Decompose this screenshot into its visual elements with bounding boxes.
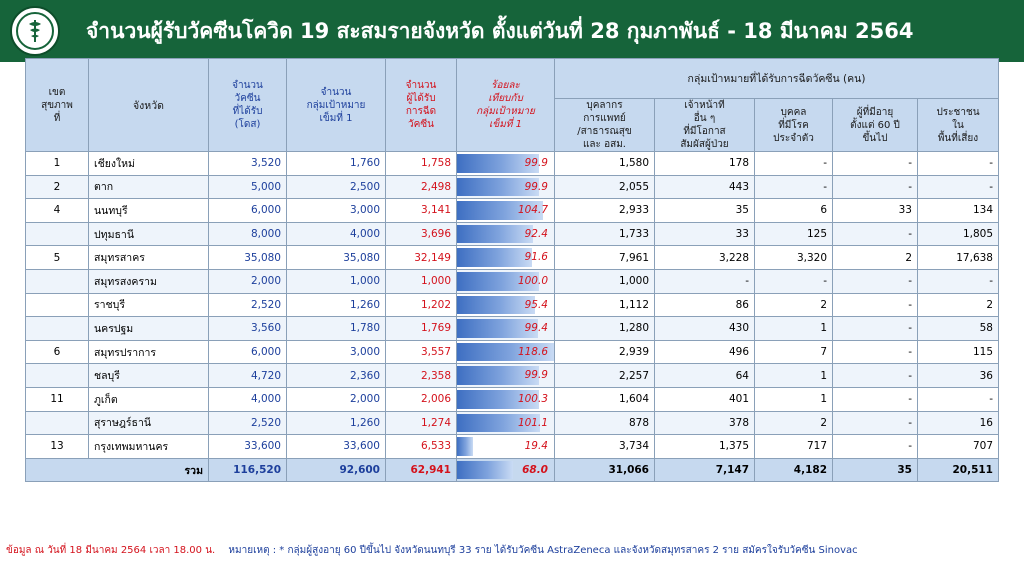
cell-public: 1,805	[918, 222, 999, 246]
cell-staff: 430	[655, 317, 755, 341]
cell-target: 92,600	[287, 458, 386, 482]
percent-value: 19.4	[524, 440, 548, 453]
cell-province: สมุทรสงคราม	[89, 269, 209, 293]
caduceus-icon	[23, 18, 47, 44]
cell-allocated: 5,000	[209, 175, 287, 199]
cell-public: -	[918, 387, 999, 411]
table-row	[26, 387, 999, 411]
cell-staff: 378	[655, 411, 755, 435]
percent-cell	[457, 364, 555, 388]
cell-region: 5	[26, 246, 89, 270]
cell-staff: 33	[655, 222, 755, 246]
cell-allocated: 4,000	[209, 387, 287, 411]
cell-public: -	[918, 269, 999, 293]
cell-vaccinated: 6,533	[386, 435, 457, 459]
vaccine-table	[25, 58, 999, 482]
cell-staff: 496	[655, 340, 755, 364]
cell-chronic: 717	[755, 435, 833, 459]
cell-staff: 178	[655, 152, 755, 176]
total-row	[26, 458, 999, 482]
cell-province: เชียงใหม่	[89, 152, 209, 176]
cell-elderly: -	[833, 222, 918, 246]
cell-target: 2,000	[287, 387, 386, 411]
cell-target: 1,260	[287, 411, 386, 435]
cell-chronic: 1	[755, 387, 833, 411]
cell-vaccinated: 1,274	[386, 411, 457, 435]
cell-region	[26, 222, 89, 246]
table-row	[26, 364, 999, 388]
cell-region: 11	[26, 387, 89, 411]
cell-target: 3,000	[287, 199, 386, 223]
cell-medical: 1,000	[555, 269, 655, 293]
cell-staff: -	[655, 269, 755, 293]
cell-target: 2,500	[287, 175, 386, 199]
cell-staff: 1,375	[655, 435, 755, 459]
table-row	[26, 340, 999, 364]
cell-public: 134	[918, 199, 999, 223]
cell-allocated: 3,560	[209, 317, 287, 341]
cell-allocated: 2,520	[209, 411, 287, 435]
cell-vaccinated: 1,202	[386, 293, 457, 317]
cell-region	[26, 317, 89, 341]
cell-public: -	[918, 175, 999, 199]
percent-value: 100.0	[517, 274, 548, 287]
cell-medical: 1,280	[555, 317, 655, 341]
percent-cell	[457, 152, 555, 176]
cell-allocated: 2,520	[209, 293, 287, 317]
header-bar	[0, 0, 1024, 62]
cell-target: 4,000	[287, 222, 386, 246]
cell-elderly: -	[833, 293, 918, 317]
cell-province: สุราษฎร์ธานี	[89, 411, 209, 435]
cell-staff: 86	[655, 293, 755, 317]
cell-staff: 35	[655, 199, 755, 223]
percent-cell	[457, 458, 555, 482]
cell-staff: 401	[655, 387, 755, 411]
cell-vaccinated: 62,941	[386, 458, 457, 482]
footer	[6, 543, 858, 558]
cell-medical: 31,066	[555, 458, 655, 482]
cell-vaccinated: 3,141	[386, 199, 457, 223]
percent-cell	[457, 387, 555, 411]
table-row	[26, 293, 999, 317]
header-public: ประชาชน ใน พื้นที่เสี่ยง	[918, 99, 999, 152]
cell-target: 35,080	[287, 246, 386, 270]
header-target-groups: กลุ่มเป้าหมายที่ได้รับการฉีดวัคซีน (คน)	[555, 59, 999, 99]
cell-region: 1	[26, 152, 89, 176]
cell-allocated: 116,520	[209, 458, 287, 482]
cell-public: 58	[918, 317, 999, 341]
cell-chronic: 1	[755, 317, 833, 341]
cell-elderly: -	[833, 435, 918, 459]
cell-elderly: -	[833, 387, 918, 411]
percent-value: 68.0	[522, 463, 548, 476]
cell-elderly: -	[833, 411, 918, 435]
cell-medical: 3,734	[555, 435, 655, 459]
cell-staff: 443	[655, 175, 755, 199]
cell-staff: 7,147	[655, 458, 755, 482]
cell-elderly: 33	[833, 199, 918, 223]
percent-value: 104.7	[517, 204, 548, 217]
table-row	[26, 246, 999, 270]
header-vaccinated: จำนวน ผู้ได้รับ การฉีด วัคซีน	[386, 59, 457, 152]
header-staff: เจ้าหน้าที่ อื่น ๆ ที่มีโอกาส สัมผัสผู้ป่วย	[655, 99, 755, 152]
header-elderly: ผู้ที่มีอายุ ตั้งแต่ 60 ปี ขึ้นไป	[833, 99, 918, 152]
percent-value: 99.9	[524, 369, 548, 382]
cell-allocated: 33,600	[209, 435, 287, 459]
cell-region: 6	[26, 340, 89, 364]
cell-province: นครปฐม	[89, 317, 209, 341]
cell-chronic: 7	[755, 340, 833, 364]
cell-province: ชลบุรี	[89, 364, 209, 388]
cell-target: 1,760	[287, 152, 386, 176]
cell-chronic: -	[755, 152, 833, 176]
table-row	[26, 269, 999, 293]
ministry-logo-icon	[10, 6, 60, 56]
total-label: รวม	[26, 458, 209, 482]
cell-province: ราชบุรี	[89, 293, 209, 317]
cell-vaccinated: 2,006	[386, 387, 457, 411]
cell-vaccinated: 2,358	[386, 364, 457, 388]
percent-cell	[457, 175, 555, 199]
percent-value: 91.6	[524, 251, 548, 264]
cell-chronic: 6	[755, 199, 833, 223]
cell-vaccinated: 3,696	[386, 222, 457, 246]
cell-public: 115	[918, 340, 999, 364]
percent-cell	[457, 435, 555, 459]
cell-target: 1,000	[287, 269, 386, 293]
cell-public: 707	[918, 435, 999, 459]
cell-region	[26, 364, 89, 388]
cell-elderly: -	[833, 364, 918, 388]
cell-allocated: 3,520	[209, 152, 287, 176]
table-row	[26, 199, 999, 223]
header-allocated: จำนวน วัคซีน ที่ได้รับ (โดส)	[209, 59, 287, 152]
cell-region	[26, 293, 89, 317]
percent-value: 99.4	[524, 322, 548, 335]
cell-vaccinated: 3,557	[386, 340, 457, 364]
data-source-note: ข้อมูล ณ วันที่ 18 มีนาคม 2564 เวลา 18.00 น.	[6, 545, 216, 556]
cell-elderly: -	[833, 152, 918, 176]
cell-elderly: -	[833, 317, 918, 341]
cell-medical: 1,733	[555, 222, 655, 246]
percent-value: 95.4	[524, 298, 548, 311]
cell-chronic: 4,182	[755, 458, 833, 482]
header-region: เขต สุขภาพ ที่	[26, 59, 89, 152]
cell-medical: 878	[555, 411, 655, 435]
cell-target: 33,600	[287, 435, 386, 459]
cell-medical: 2,933	[555, 199, 655, 223]
cell-medical: 1,580	[555, 152, 655, 176]
cell-allocated: 4,720	[209, 364, 287, 388]
cell-province: ปทุมธานี	[89, 222, 209, 246]
percent-cell	[457, 246, 555, 270]
cell-region: 4	[26, 199, 89, 223]
cell-elderly: -	[833, 269, 918, 293]
cell-region: 13	[26, 435, 89, 459]
cell-allocated: 35,080	[209, 246, 287, 270]
cell-public: 17,638	[918, 246, 999, 270]
cell-chronic: 3,320	[755, 246, 833, 270]
cell-chronic: 1	[755, 364, 833, 388]
cell-public: 16	[918, 411, 999, 435]
cell-chronic: 2	[755, 293, 833, 317]
table-row	[26, 175, 999, 199]
table-row	[26, 222, 999, 246]
percent-value: 118.6	[517, 345, 548, 358]
cell-chronic: -	[755, 269, 833, 293]
percent-value: 92.4	[524, 227, 548, 240]
page-title: จำนวนผู้รับวัคซีนโควิด 19 สะสมรายจังหวัด ตั้งแต่วันที่ 28 กุมภาพันธ์ - 18 มีนาคม 2564	[86, 19, 914, 43]
cell-allocated: 6,000	[209, 340, 287, 364]
percent-value: 101.1	[517, 416, 548, 429]
cell-vaccinated: 32,149	[386, 246, 457, 270]
header-target: จำนวน กลุ่มเป้าหมาย เข็มที่ 1	[287, 59, 386, 152]
cell-vaccinated: 1,769	[386, 317, 457, 341]
cell-medical: 7,961	[555, 246, 655, 270]
cell-medical: 1,604	[555, 387, 655, 411]
cell-chronic: -	[755, 175, 833, 199]
cell-public: 2	[918, 293, 999, 317]
percent-cell	[457, 199, 555, 223]
table-row	[26, 411, 999, 435]
cell-region	[26, 411, 89, 435]
cell-region: 2	[26, 175, 89, 199]
cell-province: ตาก	[89, 175, 209, 199]
cell-province: สมุทรปราการ	[89, 340, 209, 364]
cell-public: 36	[918, 364, 999, 388]
percent-cell	[457, 269, 555, 293]
cell-allocated: 2,000	[209, 269, 287, 293]
cell-allocated: 6,000	[209, 199, 287, 223]
percent-cell	[457, 293, 555, 317]
header-province: จังหวัด	[89, 59, 209, 152]
percent-value: 99.9	[524, 157, 548, 169]
cell-medical: 1,112	[555, 293, 655, 317]
cell-target: 1,260	[287, 293, 386, 317]
percent-value: 100.3	[517, 392, 548, 405]
percent-cell	[457, 340, 555, 364]
header-medical: บุคลากร การแพทย์ /สาธารณสุข และ อสม.	[555, 99, 655, 152]
header-chronic: บุคคล ที่มีโรค ประจำตัว	[755, 99, 833, 152]
percent-value: 99.9	[524, 180, 548, 193]
cell-target: 1,780	[287, 317, 386, 341]
cell-elderly: -	[833, 175, 918, 199]
cell-elderly: 35	[833, 458, 918, 482]
table-body	[26, 152, 999, 482]
remark-note: หมายเหตุ : * กลุ่มผู้สูงอายุ 60 ปีขึ้นไป จังหวัดนนทบุรี 33 ราย ได้รับวัคซีน AstraZeneca และจังหวัดสมุทรสาคร 2 ราย สมัครใจรับวัคซีน Sinovac	[228, 545, 858, 556]
cell-target: 2,360	[287, 364, 386, 388]
percent-cell	[457, 317, 555, 341]
table-row	[26, 435, 999, 459]
header-percent: ร้อยละ เทียบกับ กลุ่มเป้าหมาย เข็มที่ 1	[457, 59, 555, 152]
cell-province: ภูเก็ต	[89, 387, 209, 411]
cell-public: -	[918, 152, 999, 176]
cell-staff: 64	[655, 364, 755, 388]
cell-vaccinated: 1,758	[386, 152, 457, 176]
cell-province: สมุทรสาคร	[89, 246, 209, 270]
percent-cell	[457, 411, 555, 435]
cell-allocated: 8,000	[209, 222, 287, 246]
cell-vaccinated: 1,000	[386, 269, 457, 293]
cell-medical: 2,939	[555, 340, 655, 364]
cell-elderly: -	[833, 340, 918, 364]
table-row	[26, 317, 999, 341]
table-row	[26, 152, 999, 176]
cell-province: กรุงเทพมหานคร	[89, 435, 209, 459]
cell-medical: 2,055	[555, 175, 655, 199]
cell-target: 3,000	[287, 340, 386, 364]
cell-chronic: 2	[755, 411, 833, 435]
logo-inner-ring	[16, 12, 54, 50]
cell-region	[26, 269, 89, 293]
cell-elderly: 2	[833, 246, 918, 270]
cell-chronic: 125	[755, 222, 833, 246]
cell-vaccinated: 2,498	[386, 175, 457, 199]
cell-medical: 2,257	[555, 364, 655, 388]
cell-public: 20,511	[918, 458, 999, 482]
percent-cell	[457, 222, 555, 246]
cell-province: นนทบุรี	[89, 199, 209, 223]
vaccine-table-wrap	[25, 58, 998, 482]
cell-staff: 3,228	[655, 246, 755, 270]
